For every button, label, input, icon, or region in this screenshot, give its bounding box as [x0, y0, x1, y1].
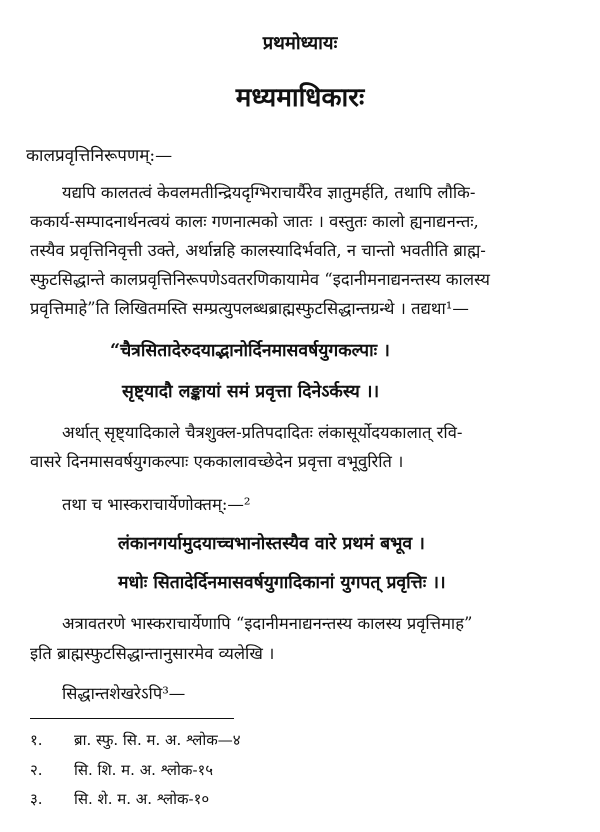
footnote-text: सि. शि. म. अ. श्लोक-१५ — [74, 761, 214, 779]
footnote-number: १. — [30, 731, 43, 749]
footnote-text: ब्रा. स्फु. सि. म. अ. श्लोक—४ — [74, 731, 241, 749]
footnote-divider — [30, 718, 234, 719]
paragraph-line: अर्थात् सृष्ट्यादिकाले चैत्रशुक्ल-प्रतिपदादितः लंकासूर्योदयकालात् रवि- — [62, 423, 463, 442]
footnote — [30, 762, 213, 779]
paragraph-line: तस्यैव प्रवृत्तिनिवृत्ती उक्ते, अर्थान्नहि कालस्यादिर्भवति, न चान्तो भवतीति ब्राह्म- — [30, 241, 486, 260]
verse-line: सृष्ट्यादौ लङ्कायां समं प्रवृत्ता दिनेऽर्कस्य ।। — [122, 382, 380, 402]
footnote-text: सि. शे. म. अ. श्लोक-१० — [74, 790, 210, 808]
paragraph-line: यद्यपि कालतत्वं केवलमतीन्द्रियदृग्भिराचार्यैरेव ज्ञातुमर्हति, तथापि लौकि- — [62, 183, 476, 202]
section-title: मध्यमाधिकारः — [235, 82, 365, 113]
verse-line: मधोः सितादेर्दिनमासवर्षयुगादिकानां युगपत् प्रवृत्तिः ।। — [118, 573, 446, 593]
footnote — [30, 791, 209, 808]
footnote-number: २. — [30, 761, 43, 779]
chapter-title: प्रथमोध्यायः — [262, 33, 338, 54]
paragraph-line: ककार्य-सम्पादनार्थनत्वयं कालः गणनात्मको जातः । वस्तुतः कालो ह्यनाद्यनन्तः, — [30, 212, 479, 231]
paragraph-line: इति ब्राह्मस्फुटसिद्धान्तानुसारमेव व्यलेखि । — [30, 644, 275, 663]
paragraph-line: तथा च भास्कराचार्येणोक्तम्:—² — [62, 495, 251, 514]
footnote-number: ३. — [30, 790, 43, 808]
footnote — [30, 732, 241, 749]
paragraph-line: अत्रावतरणे भास्कराचार्येणापि “इदानीमनाद्यनन्तस्य कालस्य प्रवृत्तिमाह” — [62, 614, 473, 633]
paragraph-line: वासरे दिनमासवर्षयुगकल्पाः एककालावच्छेदेन प्रवृत्ता वभूवुरिति । — [30, 452, 404, 471]
paragraph-line: स्फुटसिद्धान्ते कालप्रवृत्तिनिरूपणेऽवतरणिकायामेव “इदानीमनाद्यनन्तस्य कालस्य — [30, 270, 491, 289]
paragraph-line: सिद्धान्तशेखरेऽपि³— — [62, 684, 186, 703]
section-heading: कालप्रवृत्तिनिरूपणम्:— — [26, 146, 173, 166]
verse-line: लंकानगर्यामुदयाच्चभानोस्तस्यैव वारे प्रथमं बभूव । — [118, 534, 425, 554]
verse-line: “चैत्रसितादेरुदयाद्भानोर्दिनमासवर्षयुगकल्पाः । — [110, 341, 390, 361]
paragraph-line: प्रवृत्तिमाहे”ति लिखितमस्ति सम्प्रत्युपलब्धब्राह्मस्फुटसिद्धान्तग्रन्थे । तद्यथा¹— — [30, 299, 469, 318]
